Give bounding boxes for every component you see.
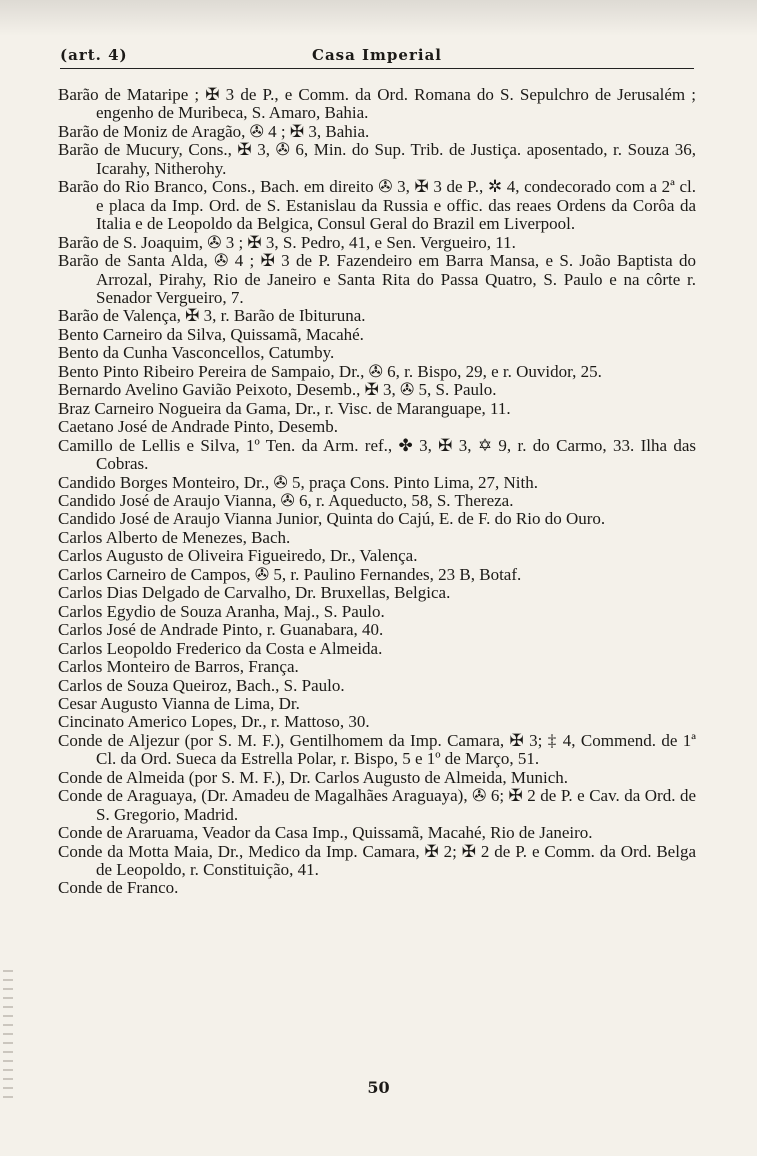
list-item: Barão de Mataripe ; ✠ 3 de P., e Comm. da Ord. Romana do S. Sepulchro de Jerusalém ; engenho de Muribeca, S. Amaro, Bahia.	[58, 85, 696, 123]
list-item: Camillo de Lellis e Silva, 1º Ten. da Arm. ref., ✤ 3, ✠ 3, ✡ 9, r. do Carmo, 33. Ilha das Cobras.	[58, 435, 696, 474]
list-item: Carlos de Souza Queiroz, Bach., S. Paulo.	[58, 675, 345, 695]
list-item: Conde de Aljezur (por S. M. F.), Gentilhomem da Imp. Camara, ✠ 3; ‡ 4, Commend. de 1ª Cl. da Ord. Sueca da Estrella Polar, r. Bispo, 5 e 1º de Março, 51.	[58, 730, 696, 769]
list-item: Carlos Leopoldo Frederico da Costa e Almeida.	[58, 638, 383, 658]
list-item: Bernardo Avelino Gavião Peixoto, Desemb., ✠ 3, ✇ 5, S. Paulo.	[58, 380, 497, 400]
list-item: Barão de S. Joaquim, ✇ 3 ; ✠ 3, S. Pedro, 41, e Sen. Vergueiro, 11.	[58, 232, 516, 252]
article-label: (art. 4)	[60, 46, 128, 64]
section-title: Casa Imperial	[312, 46, 442, 64]
list-item: Cincinato Americo Lopes, Dr., r. Mattoso, 30.	[58, 712, 370, 732]
list-item: Barão de Valença, ✠ 3, r. Barão de Ibituruna.	[58, 306, 366, 326]
list-item: Barão de Moniz de Aragão, ✇ 4 ; ✠ 3, Bahia.	[58, 121, 370, 141]
list-item: Carlos Egydio de Souza Aranha, Maj., S. Paulo.	[58, 601, 385, 621]
list-item: Carlos Augusto de Oliveira Figueiredo, Dr., Valença.	[58, 546, 418, 566]
running-header	[60, 46, 694, 69]
entry-list	[58, 86, 696, 898]
page-number: 50	[367, 1078, 390, 1097]
list-item: Conde da Motta Maia, Dr., Medico da Imp. Camara, ✠ 2; ✠ 2 de P. e Comm. da Ord. Belga de Leopoldo, r. Constituição, 41.	[58, 841, 696, 880]
list-item: Candido José de Araujo Vianna, ✇ 6, r. Aqueducto, 58, S. Thereza.	[58, 490, 514, 510]
list-item: Carlos Alberto de Menezes, Bach.	[58, 527, 291, 547]
list-item: Bento Carneiro da Silva, Quissamã, Macahé.	[58, 324, 364, 344]
list-item: Bento da Cunha Vasconcellos, Catumby.	[58, 343, 335, 363]
scan-edge-noise	[0, 0, 757, 36]
list-item: Carlos Monteiro de Barros, França.	[58, 657, 299, 677]
list-item: Conde de Almeida (por S. M. F.), Dr. Carlos Augusto de Almeida, Munich.	[58, 767, 569, 787]
list-item: Caetano José de Andrade Pinto, Desemb.	[58, 417, 338, 437]
list-item: Barão do Rio Branco, Cons., Bach. em direito ✇ 3, ✠ 3 de P., ✲ 4, condecorado com a 2ª cl. e placa da Imp. Ord. de S. Estanislau da Russia e offic. das reaes Ordens da Corôa da Italia e de Leopoldo da Belgica, Consul Geral do Brazil em Liverpool.	[58, 177, 696, 234]
list-item: Candido José de Araujo Vianna Junior, Quinta do Cajú, E. de F. do Rio do Ouro.	[58, 509, 606, 529]
list-item: Conde de Franco.	[58, 878, 179, 898]
list-item: Carlos Dias Delgado de Carvalho, Dr. Bruxellas, Belgica.	[58, 583, 451, 603]
list-item: Carlos Carneiro de Campos, ✇ 5, r. Paulino Fernandes, 23 B, Botaf.	[58, 564, 522, 584]
list-item: Bento Pinto Ribeiro Pereira de Sampaio, Dr., ✇ 6, r. Bispo, 29, e r. Ouvidor, 25.	[58, 361, 602, 381]
list-item: Barão de Santa Alda, ✇ 4 ; ✠ 3 de P. Fazendeiro em Barra Mansa, e S. João Baptista do Arrozal, Pirahy, Rio de Janeiro e Santa Rita do Passa Quatro, S. Paulo e na côrte r. Senador Vergueiro, 7.	[58, 251, 696, 307]
list-item: Cesar Augusto Vianna de Lima, Dr.	[58, 693, 300, 713]
list-item: Braz Carneiro Nogueira da Gama, Dr., r. Visc. de Maranguape, 11.	[58, 398, 511, 418]
list-item: Candido Borges Monteiro, Dr., ✇ 5, praça Cons. Pinto Lima, 27, Nith.	[58, 472, 538, 492]
list-item: Carlos José de Andrade Pinto, r. Guanabara, 40.	[58, 620, 384, 640]
list-item: Barão de Mucury, Cons., ✠ 3, ✇ 6, Min. do Sup. Trib. de Justiça. aposentado, r. Souza 36, Icarahy, Nitherohy.	[58, 140, 696, 178]
list-item: Conde de Araruama, Veador da Casa Imp., Quissamã, Macahé, Rio de Janeiro.	[58, 823, 593, 843]
list-item: Conde de Araguaya, (Dr. Amadeu de Magalhães Araguaya), ✇ 6; ✠ 2 de P. e Cav. da Ord. de S. Gregorio, Madrid.	[58, 786, 696, 824]
